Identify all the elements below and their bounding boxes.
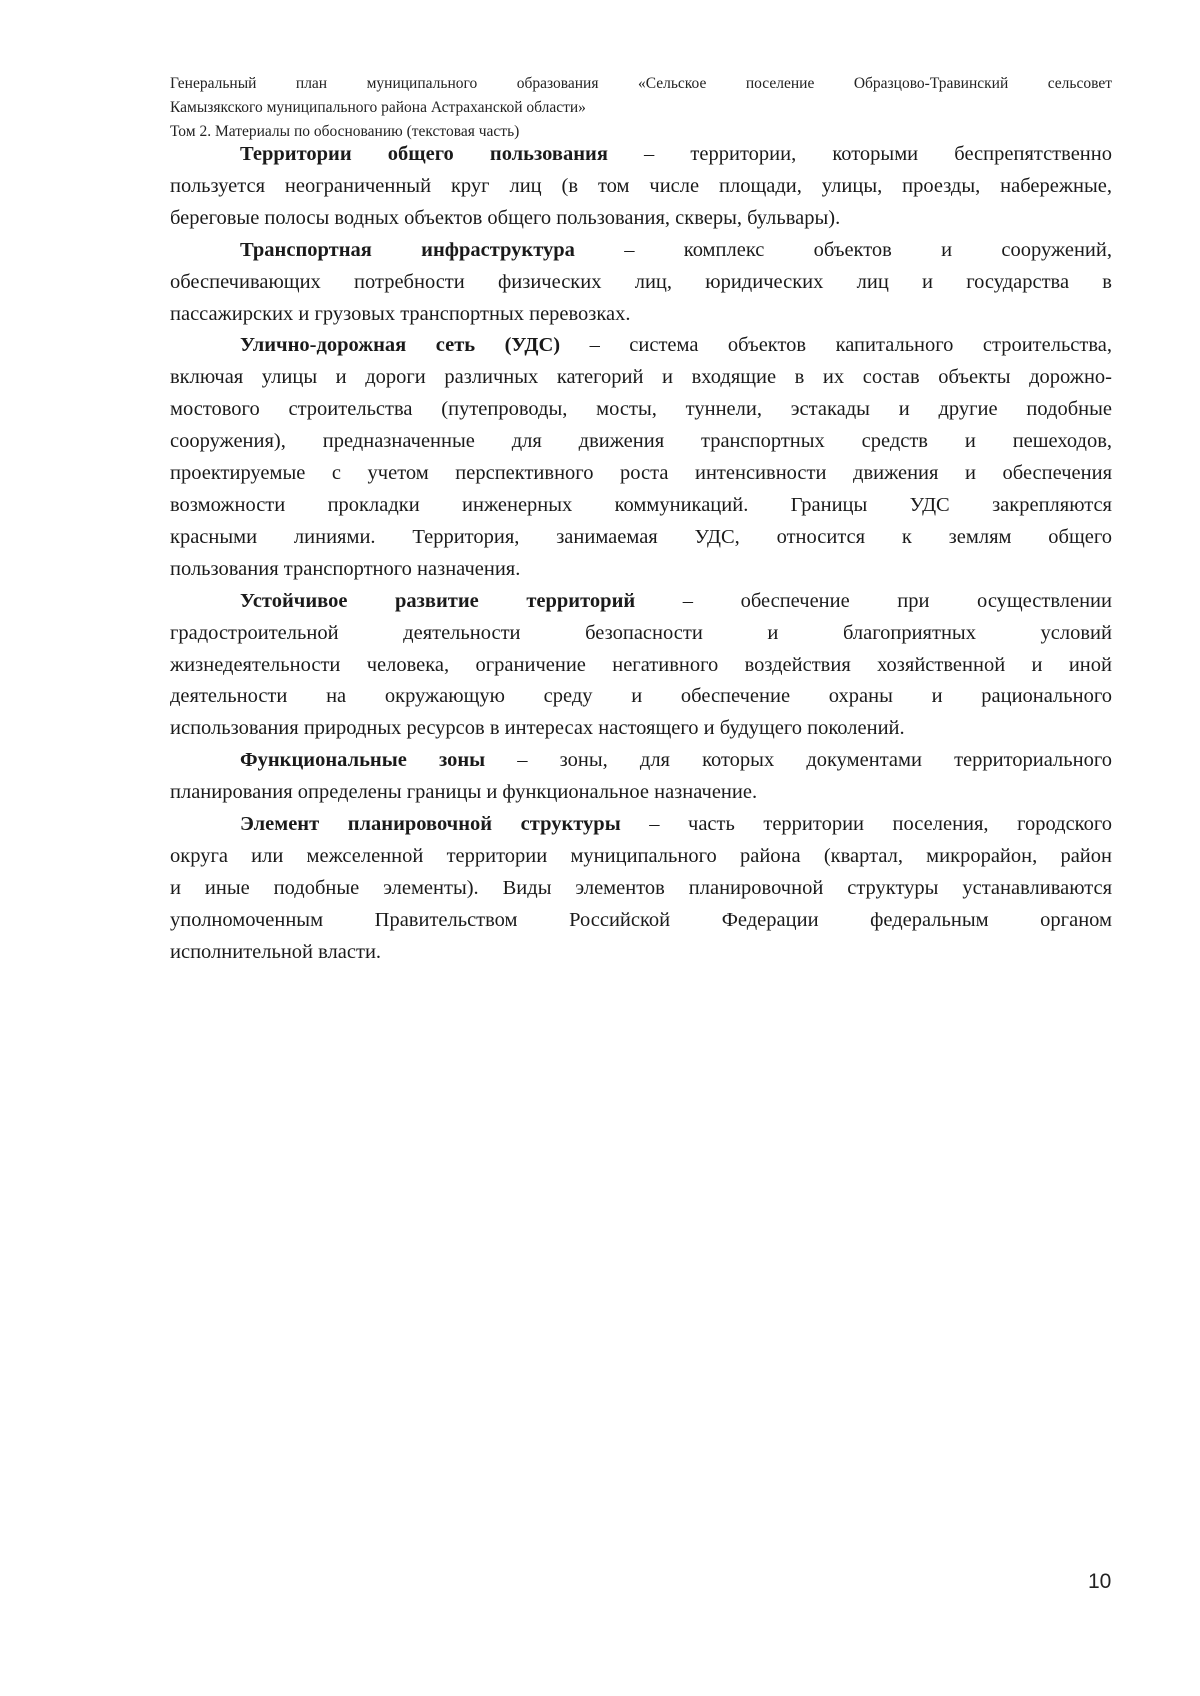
running-header xyxy=(170,72,1112,144)
text-line xyxy=(170,586,1112,618)
text-line xyxy=(170,139,1112,171)
defined-term: Территории общего пользования xyxy=(240,143,608,165)
definition-paragraph xyxy=(170,139,1112,235)
definition-paragraph xyxy=(170,330,1112,585)
text-line: использования природных ресурсов в интересах настоящего и будущего поколений. xyxy=(170,717,905,740)
header-line: Том 2. Материалы по обоснованию (текстовая часть) xyxy=(170,123,520,140)
text-line: мостового строительства (путепроводы, мосты, туннели, эстакады и другие подобные xyxy=(170,398,1112,421)
defined-term: Устойчивое развитие территорий xyxy=(240,589,636,612)
defined-term: Элемент планировочной структуры xyxy=(240,813,621,836)
definition-text: – территории, которыми беспрепятственно xyxy=(607,143,1112,165)
text-line: округа или межселенной территории муниципального района (квартал, микрорайон, район xyxy=(170,844,1112,867)
page-number: 10 xyxy=(1088,1570,1112,1593)
text-line: и иные подобные элементы). Виды элементов планировочной структуры устанавливаются xyxy=(170,876,1112,899)
header-line: Генеральный план муниципального образования «Сельское поселение Образцово-Травинский сельсовет xyxy=(170,75,1112,92)
definition-text: – часть территории поселения, городского xyxy=(620,813,1112,836)
text-line: обеспечивающих потребности физических лиц, юридических лиц и государства в xyxy=(170,270,1112,293)
text-line: включая улицы и дороги различных категорий и входящие в их состав объекты дорожно- xyxy=(170,366,1112,389)
definition-paragraph xyxy=(170,235,1112,331)
text-line: береговые полосы водных объектов общего пользования, скверы, бульвары). xyxy=(170,206,841,229)
definition-paragraph xyxy=(170,809,1112,969)
text-line: пользования транспортного назначения. xyxy=(170,557,521,580)
definition-paragraph xyxy=(170,745,1112,809)
text-line xyxy=(170,809,1112,841)
text-line: пользуется неограниченный круг лиц (в том числе площади, улицы, проезды, набережные, xyxy=(170,174,1112,197)
text-line: сооружения), предназначенные для движения транспортных средств и пешеходов, xyxy=(170,430,1112,453)
document-body xyxy=(170,139,1112,969)
defined-term: Транспортная инфраструктура xyxy=(240,238,575,261)
text-line xyxy=(170,745,1112,777)
text-line: деятельности на окружающую среду и обеспечение охраны и рационального xyxy=(170,685,1112,708)
definition-paragraph xyxy=(170,586,1112,746)
text-line xyxy=(170,235,1112,267)
defined-term: Улично-дорожная сеть (УДС) xyxy=(240,334,561,357)
definition-text: – обеспечение при осуществлении xyxy=(635,589,1112,612)
text-line: градостроительной деятельности безопасности и благоприятных условий xyxy=(170,621,1112,644)
defined-term: Функциональные зоны xyxy=(240,749,486,772)
header-line: Камызякского муниципального района Астраханской области» xyxy=(170,99,586,116)
text-line: исполнительной власти. xyxy=(170,940,382,963)
text-line xyxy=(170,330,1112,362)
definition-text: – комплекс объектов и сооружений, xyxy=(574,238,1112,261)
text-line: жизнедеятельности человека, ограничение негативного воздействия хозяйственной и иной xyxy=(170,653,1112,676)
text-line: уполномоченным Правительством Российской Федерации федеральным органом xyxy=(170,908,1112,931)
text-line: красными линиями. Территория, занимаемая УДС, относится к землям общего xyxy=(170,525,1112,548)
text-line: возможности прокладки инженерных коммуникаций. Границы УДС закрепляются xyxy=(170,493,1112,516)
definition-text: – система объектов капитального строительства, xyxy=(560,334,1112,357)
text-line: проектируемые с учетом перспективного роста интенсивности движения и обеспечения xyxy=(170,462,1112,485)
text-line: планирования определены границы и функциональное назначение. xyxy=(170,781,758,804)
text-line: пассажирских и грузовых транспортных перевозках. xyxy=(170,302,631,325)
definition-text: – зоны, для которых документами территориального xyxy=(485,749,1112,772)
